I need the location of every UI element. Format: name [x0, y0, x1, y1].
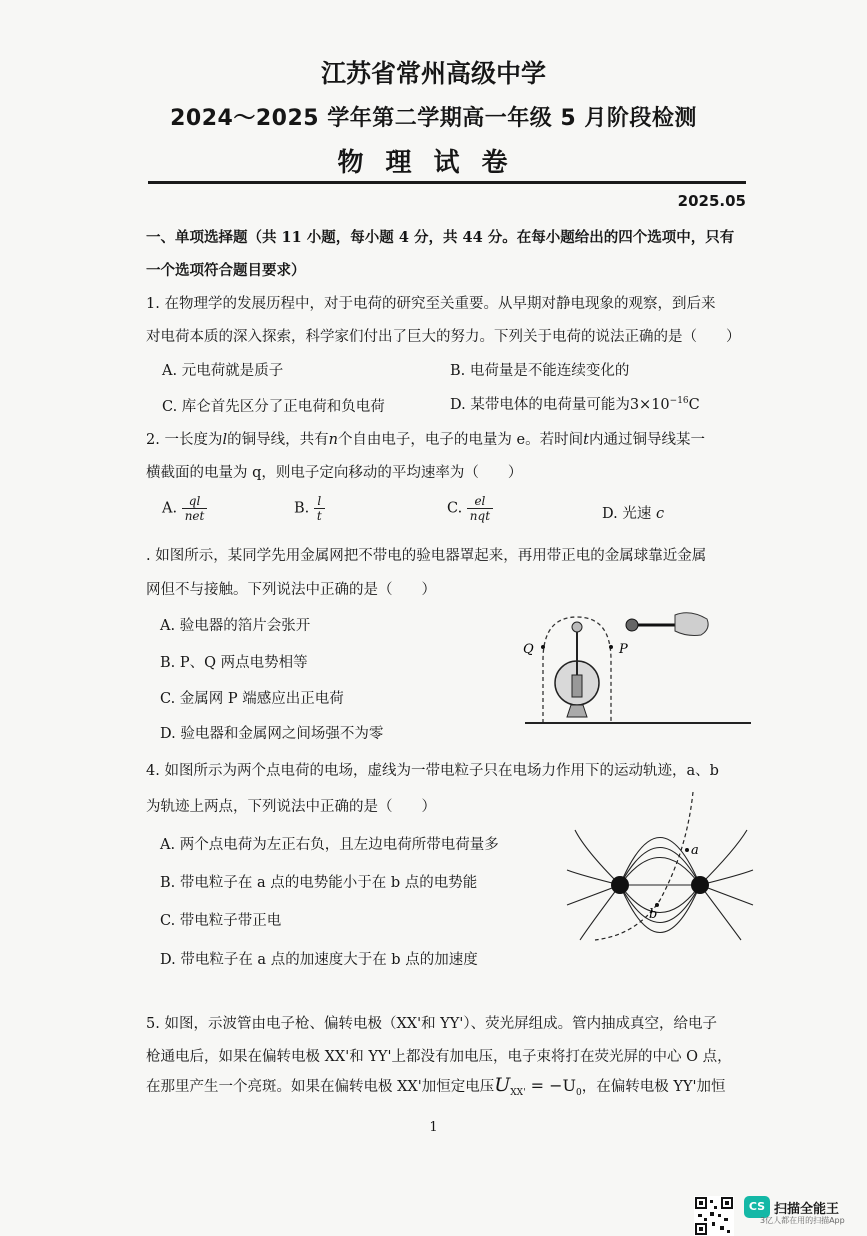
- q2-option-b: [294, 494, 325, 523]
- q2-option-c-numerator: el: [467, 494, 493, 509]
- q2-option-a-fraction: [182, 494, 208, 523]
- page-number: 1: [429, 1120, 438, 1135]
- q1-option-d-exponent: −16: [669, 396, 689, 407]
- q2-stem-line2: 横截面的电量为 q，则电子定向移动的平均速率为（ ）: [146, 465, 523, 481]
- q2-option-a: [162, 494, 207, 523]
- q2-text-c: 个自由电子，电子的电量为 e。若时间: [337, 432, 584, 448]
- q3-stem-line1: . 如图所示，某同学先用金属网把不带电的验电器罩起来，再用带正电的金属球靠近金属: [146, 548, 707, 564]
- q2-option-b-fraction: [314, 494, 325, 523]
- right-charge: [691, 876, 709, 894]
- electroscope: [555, 622, 599, 717]
- section-heading-line1: 一、单项选择题（共 11 小题，每小题 4 分，共 44 分。在每小题给出的四个选项中，只有: [146, 229, 735, 246]
- q1-option-d-unit: C: [688, 397, 700, 413]
- subject-title: 物理试卷: [337, 148, 530, 178]
- q5-eq: = −U: [525, 1076, 577, 1095]
- q5-sub-xx: XX': [510, 1087, 526, 1098]
- scanner-logo-badge: CS: [744, 1196, 770, 1218]
- q2-option-c-fraction: [467, 494, 493, 523]
- point-b-label: b: [649, 907, 658, 922]
- q3-stem-line2: 网但不与接触。下列说法中正确的是（ ）: [146, 582, 436, 598]
- exam-date: 2025.05: [677, 192, 746, 210]
- q5-stem-line1: 5. 如图，示波管由电子枪、偏转电极（XX'和 YY'）、荧光屏组成。管内抽成真空，给电子: [146, 1016, 718, 1032]
- q2-var-l: l: [222, 432, 228, 448]
- q2-option-a-denominator: net: [184, 509, 205, 523]
- q3-option-a: A. 验电器的箔片会张开: [160, 618, 311, 634]
- q1-stem-line1: 1. 在物理学的发展历程中，对于电荷的研究至关重要。从早期对静电现象的观察，到后来: [146, 296, 716, 312]
- scanner-brand-tagline: 3亿人都在用的扫描App: [760, 1216, 845, 1225]
- q2-option-b-denominator: t: [316, 509, 322, 523]
- q1-option-b: B. 电荷量是不能连续变化的: [450, 363, 630, 379]
- header-rule: [148, 181, 746, 184]
- q2-var-t: t: [583, 432, 589, 448]
- q2-option-d-var: c: [655, 506, 665, 522]
- q1-option-c: C. 库仑首先区分了正电荷和负电荷: [162, 399, 385, 415]
- q4-option-a: A. 两个点电荷为左正右负，且左边电荷所带电荷量多: [160, 837, 499, 853]
- q2-option-c-label: C.: [447, 500, 463, 517]
- q1-option-a: A. 元电荷就是质子: [162, 363, 284, 379]
- point-a-dot: [685, 848, 689, 852]
- q2-var-n: n: [328, 432, 338, 448]
- q2-option-b-label: B.: [294, 500, 310, 517]
- section-heading-line2: 一个选项符合题目要求）: [146, 262, 306, 279]
- q2-option-b-numerator: l: [314, 494, 325, 509]
- q2-stem-line1: [146, 428, 705, 449]
- q3-option-d: D. 验电器和金属网之间场强不为零: [160, 726, 384, 742]
- qr-code-icon: [694, 1196, 734, 1236]
- q4-option-d: D. 带电粒子在 a 点的加速度大于在 b 点的加速度: [160, 952, 478, 968]
- q3-option-b: B. P、Q 两点电势相等: [160, 655, 308, 671]
- point-p-dot: [609, 645, 613, 649]
- q3-option-c: C. 金属网 P 端感应出正电荷: [160, 691, 344, 707]
- scanner-brand-name: 扫描全能王: [774, 1202, 840, 1217]
- q4-electric-field-figure: [565, 790, 755, 960]
- point-p-label: P: [619, 642, 628, 657]
- q5-stem-line2: 枪通电后，如果在偏转电极 XX'和 YY'上都没有加电压，电子束将打在荧光屏的中心 O 点，: [146, 1049, 732, 1065]
- q1-option-d-prefix: D. 某带电体的电荷量可能为3×10: [450, 397, 670, 413]
- point-q-label: Q: [523, 642, 534, 657]
- field-lines: [567, 830, 753, 940]
- q2-text-d: 内通过铜导线某一: [588, 432, 705, 448]
- school-title: 江苏省常州高级中学: [320, 59, 546, 88]
- q2-option-d-label: D. 光速: [602, 506, 652, 522]
- q4-stem-line1: 4. 如图所示为两个点电荷的电场，虚线为一带电粒子只在电场力作用下的运动轨迹，a、b: [146, 763, 719, 779]
- q5-sub-0: 0: [576, 1087, 582, 1098]
- q3-electroscope-figure: [515, 605, 755, 730]
- q2-option-c: [447, 494, 493, 523]
- q4-option-c: C. 带电粒子带正电: [160, 913, 282, 929]
- q2-option-d: [602, 502, 664, 523]
- q2-text-b: 的铜导线，共有: [227, 432, 329, 448]
- q4-stem-line2: 为轨迹上两点，下列说法中正确的是（ ）: [146, 799, 436, 815]
- q5-text-a: 在那里产生一个亮斑。如果在偏转电极 XX'加恒定电压: [146, 1079, 495, 1095]
- q1-option-d: [450, 393, 700, 414]
- q1-stem-line2: 对电荷本质的深入探索，科学家们付出了巨大的努力。下列关于电荷的说法正确的是（ ）: [146, 329, 741, 345]
- q5-text-b: ，在偏转电极 YY'加恒: [581, 1079, 726, 1095]
- q2-text-a: 2. 一长度为: [146, 432, 223, 448]
- q2-option-c-denominator: nqt: [469, 509, 491, 523]
- q5-stem-line3: [146, 1074, 726, 1098]
- q5-var-u: U: [494, 1074, 511, 1096]
- q2-option-a-numerator: ql: [182, 494, 208, 509]
- point-q-dot: [541, 645, 545, 649]
- exam-title: 2024～2025 学年第二学期高一年级 5 月阶段检测: [170, 106, 697, 131]
- particle-trajectory: [595, 792, 693, 940]
- q2-option-a-label: A.: [162, 500, 178, 517]
- point-a-label: a: [691, 843, 699, 858]
- q4-option-b: B. 带电粒子在 a 点的电势能小于在 b 点的电势能: [160, 875, 478, 891]
- left-charge: [611, 876, 629, 894]
- charged-ball-rod: [626, 613, 708, 636]
